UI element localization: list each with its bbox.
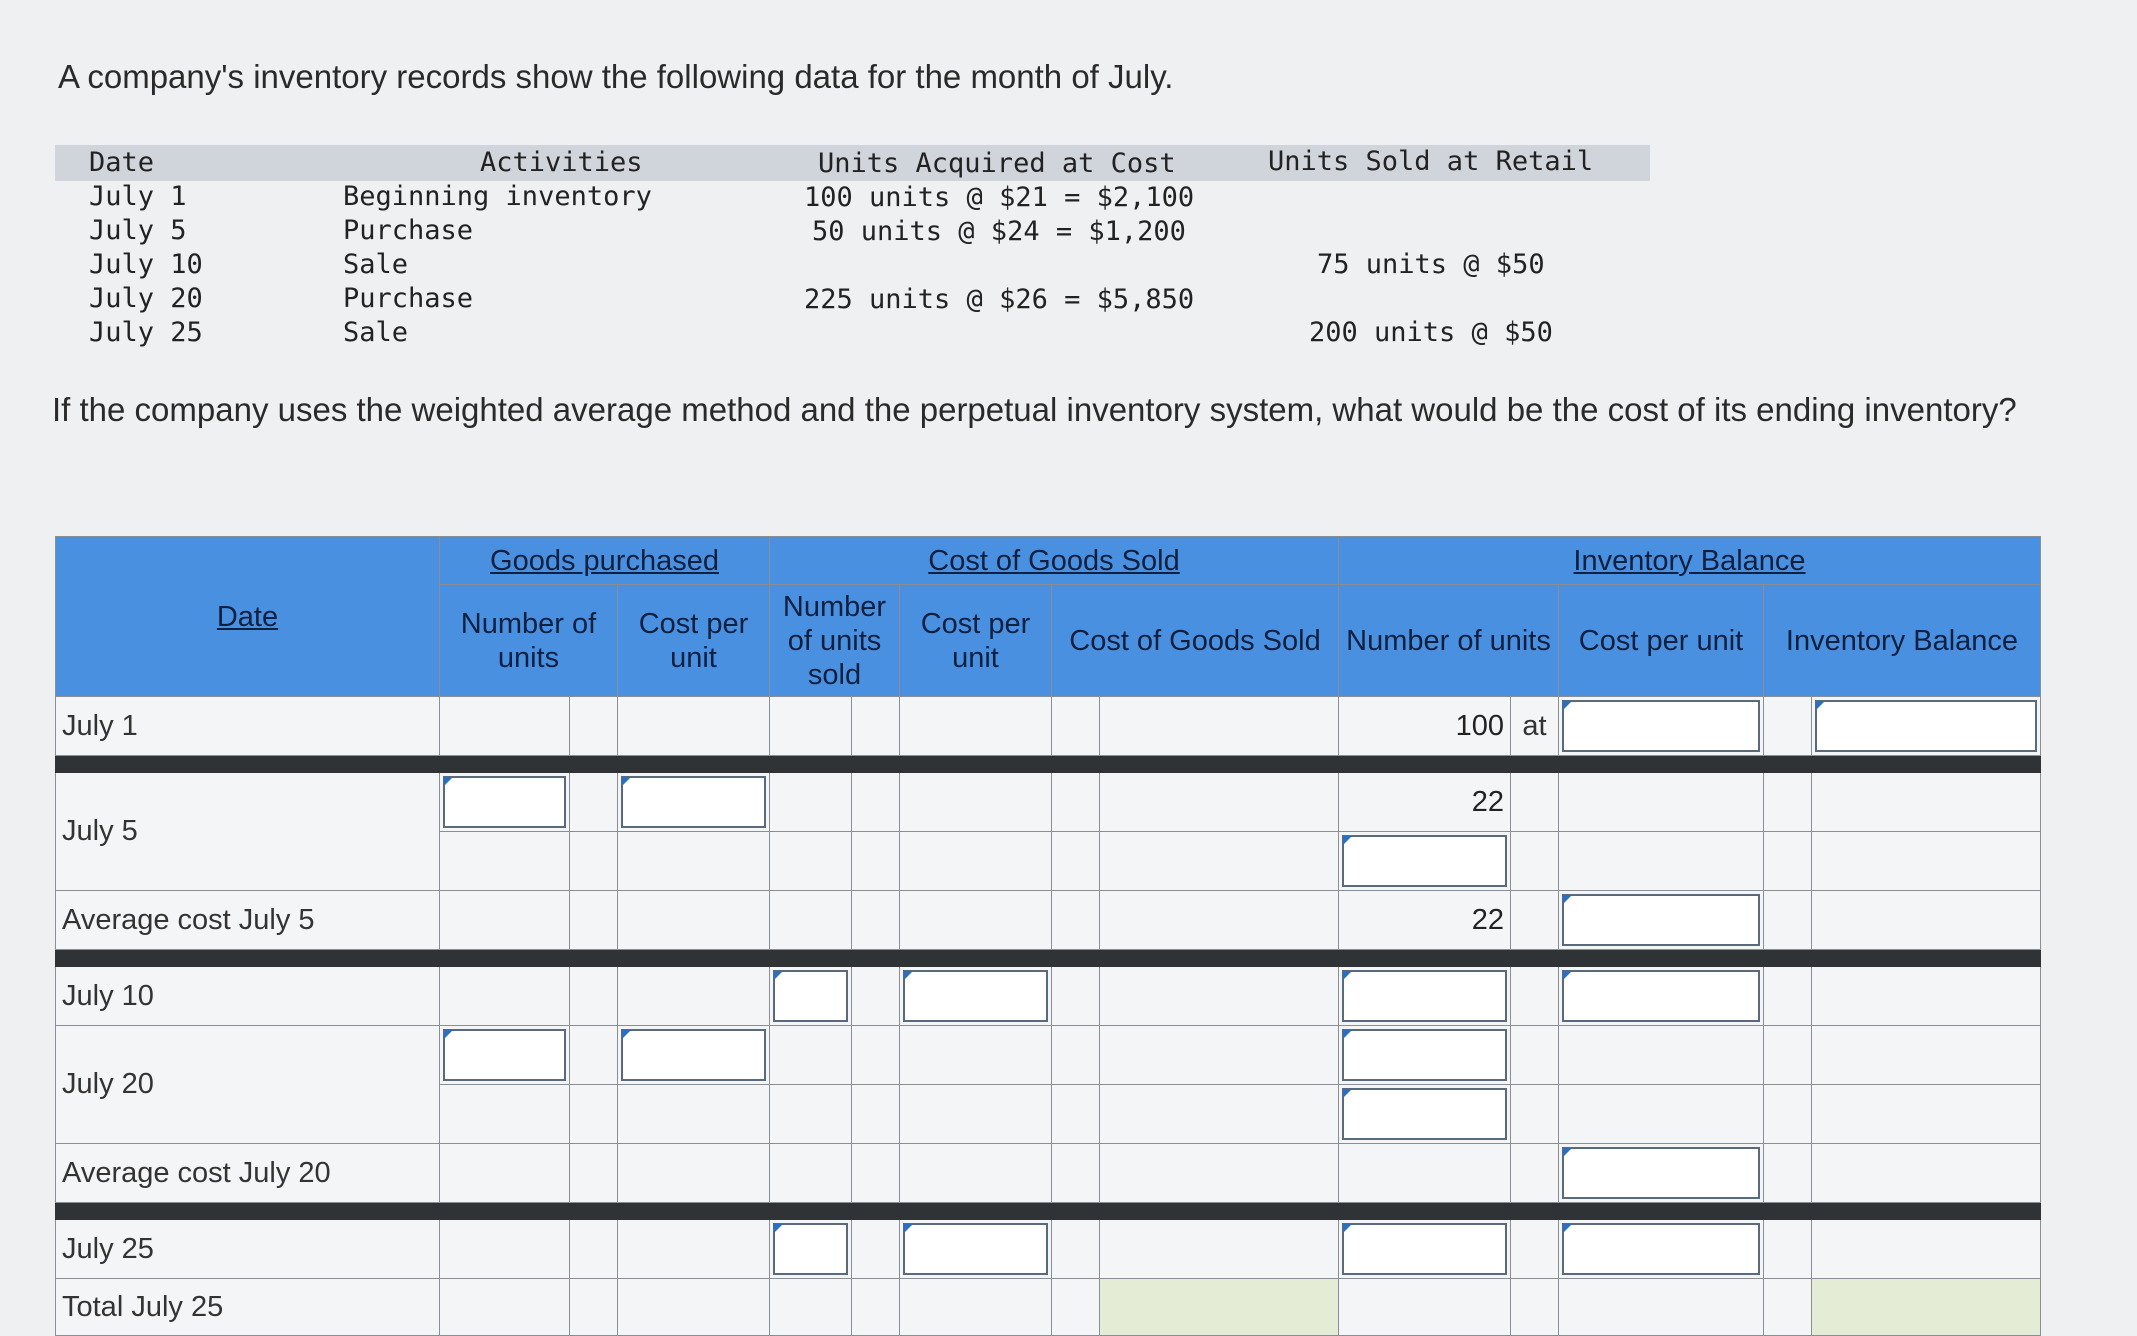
- col-header-gp-units: Number of units: [440, 585, 618, 697]
- row-separator: [56, 756, 2041, 773]
- data-header-acquired: Units Acquired at Cost: [818, 148, 1176, 179]
- july25-balance-cost-input[interactable]: [1562, 1223, 1760, 1275]
- data-row-activity: Purchase: [343, 283, 474, 314]
- col-header-ib-units: Number of units: [1339, 585, 1559, 697]
- question-text: If the company uses the weighted average method and the perpetual inventory system, what would be the cost of its ending inventory?: [52, 391, 2017, 428]
- col-header-ib-total: Inventory Balance: [1764, 585, 2041, 697]
- data-header-sold: Units Sold at Retail: [1268, 146, 1594, 177]
- row-label-july1: July 1: [56, 697, 440, 756]
- july5-purchase-units-input[interactable]: [443, 776, 566, 828]
- july5-balance-units-input[interactable]: [1342, 835, 1507, 887]
- row-label-avg-july20: Average cost July 20: [56, 1144, 440, 1203]
- inventory-data-table: [55, 145, 1650, 365]
- data-row-date: July 5: [89, 215, 187, 246]
- july25-balance-units-input[interactable]: [1342, 1223, 1507, 1275]
- data-row-date: July 20: [89, 283, 203, 314]
- data-header-activities: Activities: [480, 147, 643, 178]
- avg-july5-cost-input[interactable]: [1562, 894, 1760, 946]
- july25-sold-units-input[interactable]: [773, 1223, 848, 1275]
- data-row-sold: 75 units @ $50: [1317, 249, 1545, 280]
- july20-balance-units-input[interactable]: [1342, 1029, 1507, 1081]
- july25-sold-cost-input[interactable]: [903, 1223, 1048, 1275]
- at-label: at: [1511, 697, 1559, 756]
- col-header-date: Date: [56, 537, 440, 697]
- data-row-activity: Beginning inventory: [343, 181, 652, 212]
- july1-balance-cost-input[interactable]: [1562, 700, 1760, 752]
- col-header-gp-cost: Cost per unit: [618, 585, 770, 697]
- data-row-acquired: 100 units @ $21 = $2,100: [804, 182, 1195, 213]
- data-row-activity: Sale: [343, 249, 409, 280]
- july10-sold-units-input[interactable]: [773, 970, 848, 1022]
- group-header-cogs: Cost of Goods Sold: [770, 537, 1339, 585]
- col-header-cogs-total: Cost of Goods Sold: [1052, 585, 1339, 697]
- july5-purchase-cost-input[interactable]: [621, 776, 766, 828]
- row-label-july10: July 10: [56, 967, 440, 1026]
- july10-balance-cost-input[interactable]: [1562, 970, 1760, 1022]
- inventory-worksheet: [55, 536, 2041, 1336]
- data-row-activity: Sale: [343, 317, 409, 348]
- col-header-cogs-units: Number of units sold: [770, 585, 900, 697]
- col-header-ib-cost: Cost per unit: [1559, 585, 1764, 697]
- july10-balance-units-input[interactable]: [1342, 970, 1507, 1022]
- july20-purchase-cost-input[interactable]: [621, 1029, 766, 1081]
- row-label-avg-july5: Average cost July 5: [56, 891, 440, 950]
- group-header-goods-purchased: Goods purchased: [440, 537, 770, 585]
- data-row-acquired: 225 units @ $26 = $5,850: [804, 284, 1195, 315]
- group-header-inventory-balance: Inventory Balance: [1339, 537, 2041, 585]
- data-row-date: July 1: [89, 181, 187, 212]
- july5-balance-units: 22: [1339, 773, 1511, 832]
- july20-balance-units-input-2[interactable]: [1342, 1088, 1507, 1140]
- row-separator: [56, 1203, 2041, 1220]
- data-row-sold: 200 units @ $50: [1309, 317, 1553, 348]
- data-row-activity: Purchase: [343, 215, 474, 246]
- row-label-july20: July 20: [56, 1026, 440, 1144]
- data-header-date: Date: [89, 147, 155, 178]
- col-header-cogs-cost: Cost per unit: [900, 585, 1052, 697]
- total-cogs-cell[interactable]: [1100, 1279, 1339, 1336]
- row-label-total-july25: Total July 25: [56, 1279, 440, 1336]
- data-row-acquired: 50 units @ $24 = $1,200: [812, 216, 1186, 247]
- july1-balance-units: 100: [1339, 697, 1511, 756]
- data-row-date: July 25: [89, 317, 203, 348]
- data-row-date: July 10: [89, 249, 203, 280]
- intro-text: A company's inventory records show the following data for the month of July.: [58, 58, 1174, 95]
- row-label-july25: July 25: [56, 1220, 440, 1279]
- july20-purchase-units-input[interactable]: [443, 1029, 566, 1081]
- avg-july5-balance-units: 22: [1339, 891, 1511, 950]
- july10-sold-cost-input[interactable]: [903, 970, 1048, 1022]
- row-label-july5: July 5: [56, 773, 440, 891]
- avg-july20-cost-input[interactable]: [1562, 1147, 1760, 1199]
- total-inventory-balance-cell[interactable]: [1812, 1279, 2041, 1336]
- row-separator: [56, 950, 2041, 967]
- july1-balance-total-input[interactable]: [1815, 700, 2037, 752]
